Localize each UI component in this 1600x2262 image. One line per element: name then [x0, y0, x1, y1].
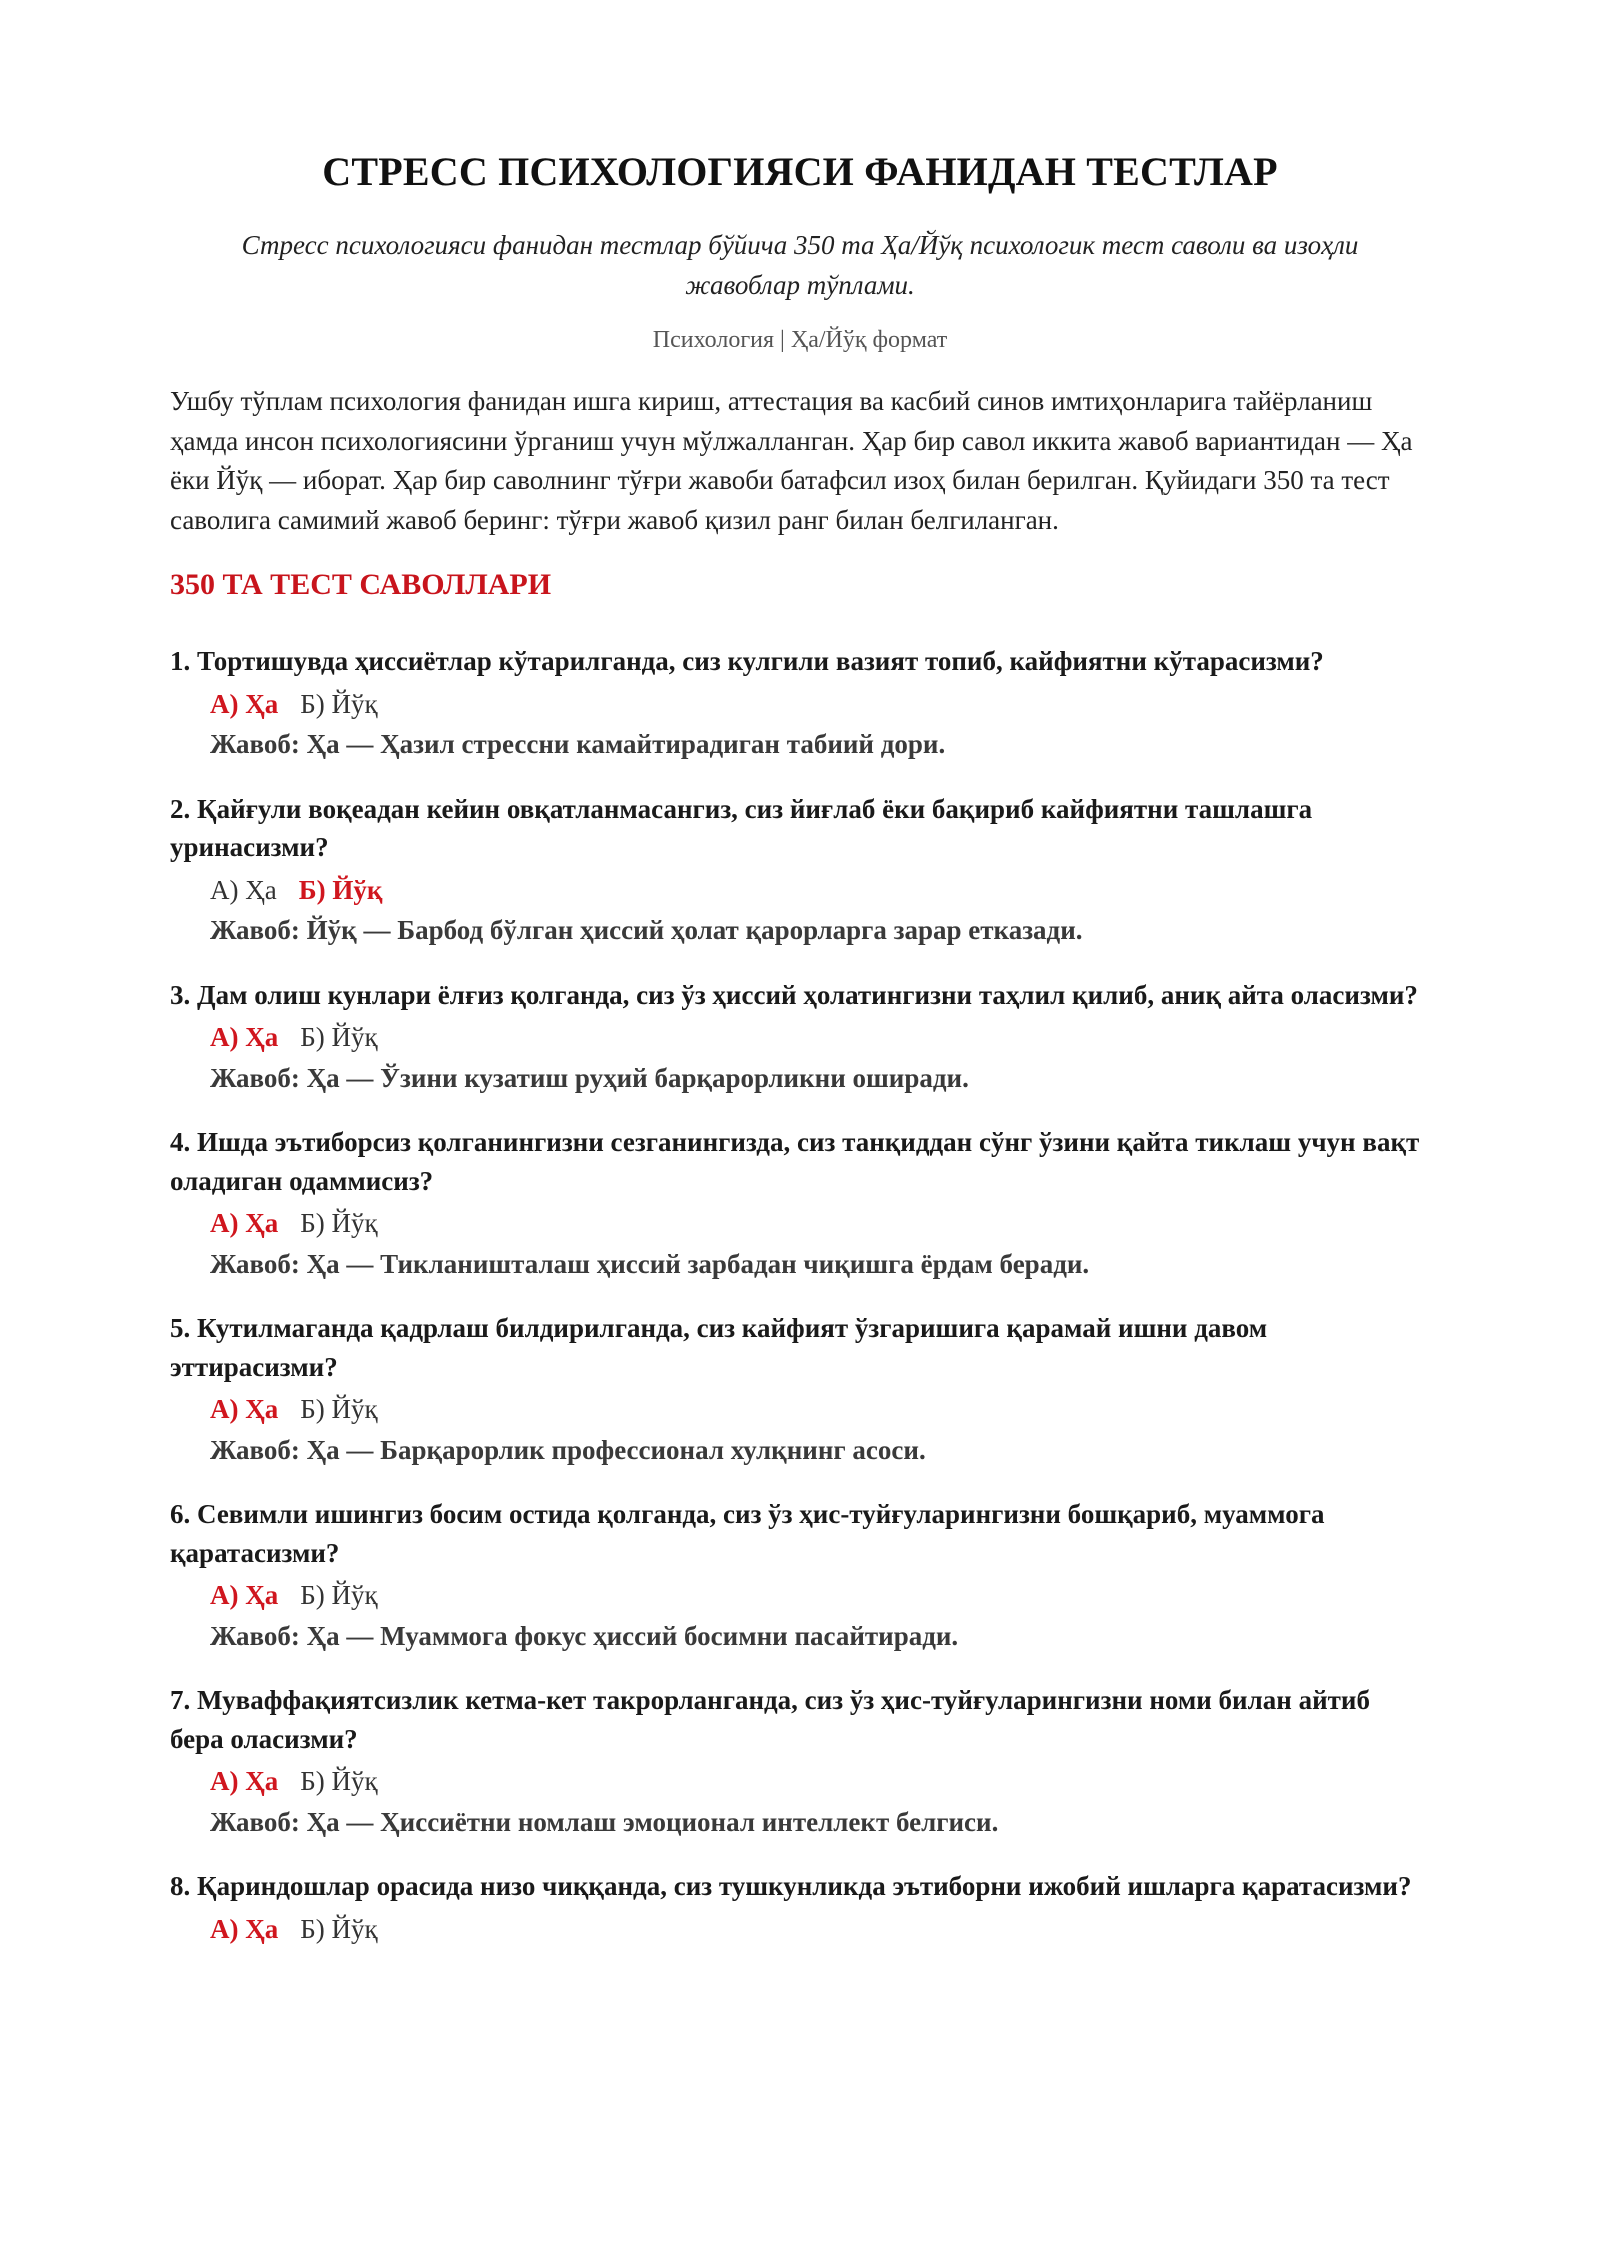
option-a: А) Ҳа: [210, 874, 277, 905]
option-a: А) Ҳа: [210, 1394, 279, 1424]
question-item: [170, 1681, 1430, 1841]
option-b: Б) Йўқ: [300, 1022, 378, 1052]
question-text: 4. Ишда эътиборсиз қолганингизни сезганингизда, сиз танқиддан сўнг ўзини қайта тиклаш учун вақт оладиган одаммисиз?: [170, 1127, 1420, 1196]
option-a: А) Ҳа: [210, 1580, 279, 1610]
answer-explanation: Жавоб: Ҳа — Ўзини кузатиш руҳий барқарорликни оширади.: [210, 1062, 969, 1093]
intro-paragraph: Ушбу тўплам психология фанидан ишга кириш, аттестация ва касбий синов имтиҳонларига тайёрланиш ҳамда инсон психологиясини ўрганиш учун мўлжалланган. Ҳар бир савол иккита жавоб вариантидан — Ҳа ёки Йўқ — иборат. Ҳар бир саволнинг тўғри жавоби батафсил изоҳ билан берилган. Қуйидаги 350 та тест саволига самимий жавоб беринг: тўғри жавоб қизил ранг билан белгиланган.: [170, 386, 1413, 535]
answer-explanation: Жавоб: Ҳа — Тикланишталаш ҳиссий зарбадан чиқишга ёрдам беради.: [210, 1248, 1090, 1279]
question-text: 8. Қариндошлар орасида низо чиққанда, сиз тушкунликда эътиборни ижобий ишларга қаратасизми?: [170, 1871, 1412, 1901]
option-a: А) Ҳа: [210, 1022, 279, 1052]
answer-options: [210, 1576, 1430, 1615]
question-item: [170, 790, 1430, 950]
question-item: [170, 1495, 1430, 1655]
question-text: 6. Севимли ишингиз босим остида қолганда, сиз ўз ҳис-туйғуларингизни бошқариб, муаммога қаратасизми?: [170, 1499, 1325, 1568]
option-b: Б) Йўқ: [300, 1913, 378, 1944]
option-b: Б) Йўқ: [300, 688, 378, 719]
document-meta: Психология | Ҳа/Йўқ формат: [652, 327, 948, 353]
option-a: А) Ҳа: [210, 1913, 279, 1944]
option-b: Б) Йўқ: [300, 1394, 378, 1424]
answer-options: [210, 1762, 1430, 1801]
question-list: [170, 642, 1430, 1948]
answer-explanation: Жавоб: Йўқ — Барбод бўлган ҳиссий ҳолат қарорларга зарар етказади.: [210, 915, 1083, 945]
option-b: Б) Йўқ: [300, 1580, 378, 1610]
answer-options: [210, 1204, 1430, 1243]
document-subtitle: Стресс психологияси фанидан тестлар бўйича 350 та Ҳа/Йўқ психологик тест саволи ва изоҳли жавоблар тўплами.: [241, 230, 1359, 300]
question-item: [170, 642, 1430, 764]
answer-options: [210, 1910, 1430, 1949]
answer-options: [210, 1390, 1430, 1429]
question-text: 1. Тортишувда ҳиссиётлар кўтарилганда, сиз кулгили вазият топиб, кайфиятни кўтарасизми?: [170, 646, 1324, 676]
question-text: 7. Муваффақиятсизлик кетма-кет такрорланганда, сиз ўз ҳис-туйғуларингизни номи билан айтиб бера оласизми?: [170, 1685, 1370, 1754]
option-b: Б) Йўқ: [298, 874, 383, 905]
answer-options: [210, 685, 1430, 724]
section-title: 350 ТА ТЕСТ САВОЛЛАРИ: [170, 568, 552, 601]
question-text: 3. Дам олиш кунлари ёлғиз қолганда, сиз ўз ҳиссий ҳолатингизни таҳлил қилиб, аниқ айта оласизми?: [170, 979, 1418, 1010]
question-text: 5. Кутилмаганда қадрлаш билдирилганда, сиз кайфият ўзгаришига қарамай ишни давом эттирасизми?: [170, 1313, 1268, 1382]
question-item: [170, 1867, 1430, 1948]
option-a: А) Ҳа: [210, 1766, 279, 1796]
option-b: Б) Йўқ: [300, 1208, 378, 1238]
answer-explanation: Жавоб: Ҳа — Муаммога фокус ҳиссий босимни пасайтиради.: [210, 1620, 959, 1651]
question-text: 2. Қайғули воқеадан кейин овқатланмасангиз, сиз йиғлаб ёки бақириб кайфиятни ташлашга уринасизми?: [170, 793, 1313, 862]
option-a: А) Ҳа: [210, 1208, 279, 1238]
answer-explanation: Жавоб: Ҳа — Ҳиссиётни номлаш эмоционал интеллект белгиси.: [210, 1806, 999, 1837]
option-b: Б) Йўқ: [300, 1766, 378, 1796]
question-item: [170, 1309, 1430, 1469]
answer-options: [210, 871, 1430, 910]
answer-explanation: Жавоб: Ҳа — Барқарорлик профессионал хулқнинг асоси.: [210, 1434, 926, 1465]
answer-options: [210, 1018, 1430, 1057]
question-item: [170, 976, 1430, 1098]
question-item: [170, 1123, 1430, 1283]
option-a: А) Ҳа: [210, 688, 279, 719]
answer-explanation: Жавоб: Ҳа — Ҳазил стрессни камайтирадиган табиий дори.: [210, 729, 946, 759]
document-title: СТРЕСС ПСИХОЛОГИЯСИ ФАНИДАН ТЕСТЛАР: [322, 149, 1278, 194]
